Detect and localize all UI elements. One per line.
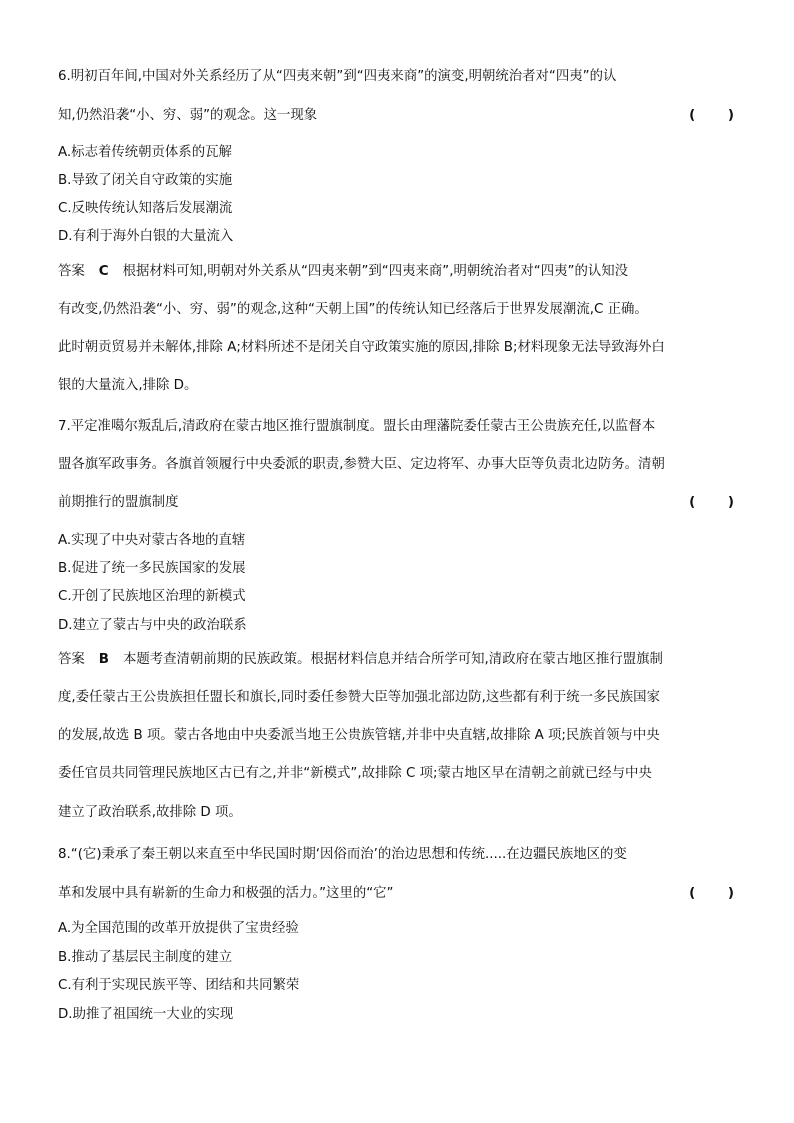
q7-answer-bracket: ( ) (689, 495, 748, 510)
q6-explanation-line-4: 银的大量流入,排除 D。 (58, 378, 198, 393)
q7-stem-line-3 (58, 494, 748, 512)
q7-option-a: A.实现了中央对蒙古各地的直辖 (58, 533, 246, 548)
q6-option-c: C.反映传统认知落后发展潮流 (58, 201, 233, 216)
q7-answer-letter: B (98, 652, 109, 667)
q6-answer-line (58, 263, 748, 281)
q8-option-c: C.有利于实现民族平等、团结和共同繁荣 (58, 978, 300, 993)
q8-option-a: A.为全国范围的改革开放提供了宝贵经验 (58, 921, 299, 936)
q6-answer-bracket: ( ) (689, 108, 748, 123)
q6-stem-line-2 (58, 107, 748, 125)
q6-answer-label: 答案 (58, 264, 85, 279)
q7-explanation-line-3: 的发展,故选 B 项。蒙古各地由中央委派当地王公贵族管辖,并非中央直辖,故排除 A 项;民族首领与中央 (58, 728, 660, 743)
q6-option-b: B.导致了闭关自守政策的实施 (58, 173, 233, 188)
q7-explanation-line-4: 委任官员共同管理民族地区古已有之,并非“新模式”,故排除 C 项;蒙古地区早在清朝之前就已经与中央 (58, 766, 652, 781)
q6-answer-letter: C (98, 264, 109, 279)
q8-option-b: B.推动了基层民主制度的建立 (58, 950, 233, 965)
q6-explanation-line-3: 此时朝贡贸易并未解体,排除 A;材料所述不是闭关自守政策实施的原因,排除 B;材料现象无法导致海外白 (58, 340, 665, 355)
q7-answer-line (58, 651, 748, 669)
q8-answer-bracket: ( ) (689, 886, 748, 901)
q7-stem-text: 前期推行的盟旗制度 (58, 495, 179, 510)
q8-stem-line-2 (58, 885, 748, 903)
q6-explanation-1: 根据材料可知,明朝对外关系从“四夷来朝”到“四夷来商”,明朝统治者对“四夷”的认知没 (122, 264, 629, 279)
q6-explanation-line-2: 有改变,仍然沿袭“小、穷、弱”的观念,这种“天朝上国”的传统认知已经落后于世界发展潮流,C 正确。 (58, 302, 648, 317)
q7-answer-label: 答案 (58, 652, 85, 667)
q6-stem-text: 知,仍然沿袭“小、穷、弱”的观念。这一现象 (58, 108, 318, 123)
q6-option-a: A.标志着传统朝贡体系的瓦解 (58, 145, 232, 160)
q8-stem-line-1: 8.“(它)秉承了秦王朝以来直至中华民国时期‘因俗而治’的治边思想和传统.....在边疆民族地区的变 (58, 847, 627, 862)
q7-option-c: C.开创了民族地区治理的新模式 (58, 589, 246, 604)
q7-explanation-line-5: 建立了政治联系,故排除 D 项。 (58, 805, 242, 820)
q7-option-b: B.促进了统一多民族国家的发展 (58, 561, 246, 576)
q8-stem-text: 革和发展中具有崭新的生命力和极强的活力。”这里的“它” (58, 886, 394, 901)
q7-stem-line-1: 7.平定准噶尔叛乱后,清政府在蒙古地区推行盟旗制度。盟长由理藩院委任蒙古王公贵族充任,以监督本 (58, 419, 656, 434)
q7-stem-line-2: 盟各旗军政事务。各旗首领履行中央委派的职责,参赞大臣、定边将军、办事大臣等负责北边防务。清朝 (58, 457, 665, 472)
q7-explanation-line-2: 度,委任蒙古王公贵族担任盟长和旗长,同时委任参赞大臣等加强北部边防,这些都有利于统一多民族国家 (58, 690, 660, 705)
q7-option-d: D.建立了蒙古与中央的政治联系 (58, 618, 247, 633)
q7-explanation-1: 本题考查清朝前期的民族政策。根据材料信息并结合所学可知,清政府在蒙古地区推行盟旗制 (123, 652, 663, 667)
q6-option-d: D.有利于海外白银的大量流入 (58, 229, 234, 244)
q8-option-d: D.助推了祖国统一大业的实现 (58, 1007, 234, 1022)
q6-stem-line-1: 6.明初百年间,中国对外关系经历了从“四夷来朝”到“四夷来商”的演变,明朝统治者对“四夷”的认 (58, 69, 617, 84)
